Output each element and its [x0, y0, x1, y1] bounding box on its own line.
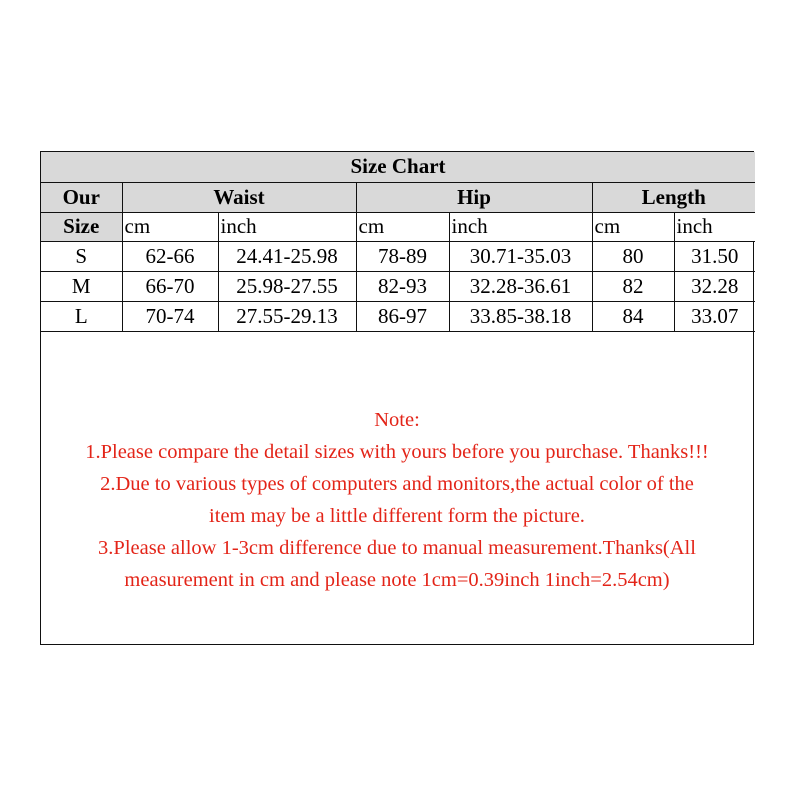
note-line: 2.Due to various types of computers and monitors,the actual color of the: [100, 473, 694, 495]
length-inch-cell: 33.07: [674, 301, 755, 331]
group-header-waist: Waist: [122, 182, 356, 212]
unit-header-row: [41, 212, 755, 241]
hip-cm-cell: 82-93: [356, 271, 449, 301]
waist-inch-cell: 27.55-29.13: [218, 301, 356, 331]
hip-inch-cell: 32.28-36.61: [449, 271, 592, 301]
table-row: [41, 301, 755, 331]
table-row: [41, 241, 755, 271]
size-header-size: Size: [41, 212, 122, 241]
unit-hip-inch: inch: [449, 212, 592, 241]
hip-cm-cell: 78-89: [356, 241, 449, 271]
size-cell: S: [41, 241, 122, 271]
unit-length-cm: cm: [592, 212, 674, 241]
table-row: [41, 271, 755, 301]
unit-hip-cm: cm: [356, 212, 449, 241]
unit-waist-cm: cm: [122, 212, 218, 241]
note-heading: Note:: [374, 409, 420, 431]
group-header-length: Length: [592, 182, 755, 212]
length-inch-cell: 31.50: [674, 241, 755, 271]
waist-cm-cell: 62-66: [122, 241, 218, 271]
size-chart-table: [41, 152, 755, 332]
note-line: item may be a little different form the picture.: [209, 505, 585, 527]
note-line: 3.Please allow 1-3cm difference due to manual measurement.Thanks(All: [98, 537, 696, 559]
waist-cm-cell: 70-74: [122, 301, 218, 331]
waist-cm-cell: 66-70: [122, 271, 218, 301]
length-inch-cell: 32.28: [674, 271, 755, 301]
hip-inch-cell: 30.71-35.03: [449, 241, 592, 271]
waist-inch-cell: 25.98-27.55: [218, 271, 356, 301]
notes-block: [41, 404, 753, 596]
note-line: 1.Please compare the detail sizes with yours before you purchase. Thanks!!!: [85, 441, 709, 463]
group-header-hip: Hip: [356, 182, 592, 212]
hip-cm-cell: 86-97: [356, 301, 449, 331]
size-chart-sheet: [40, 151, 754, 645]
group-header-row: [41, 182, 755, 212]
size-header-our: Our: [41, 182, 122, 212]
hip-inch-cell: 33.85-38.18: [449, 301, 592, 331]
unit-waist-inch: inch: [218, 212, 356, 241]
unit-length-inch: inch: [674, 212, 755, 241]
waist-inch-cell: 24.41-25.98: [218, 241, 356, 271]
table-title: Size Chart: [41, 152, 755, 182]
note-line: measurement in cm and please note 1cm=0.39inch 1inch=2.54cm): [124, 569, 670, 591]
length-cm-cell: 84: [592, 301, 674, 331]
length-cm-cell: 80: [592, 241, 674, 271]
length-cm-cell: 82: [592, 271, 674, 301]
size-cell: M: [41, 271, 122, 301]
table-title-row: [41, 152, 755, 182]
size-cell: L: [41, 301, 122, 331]
